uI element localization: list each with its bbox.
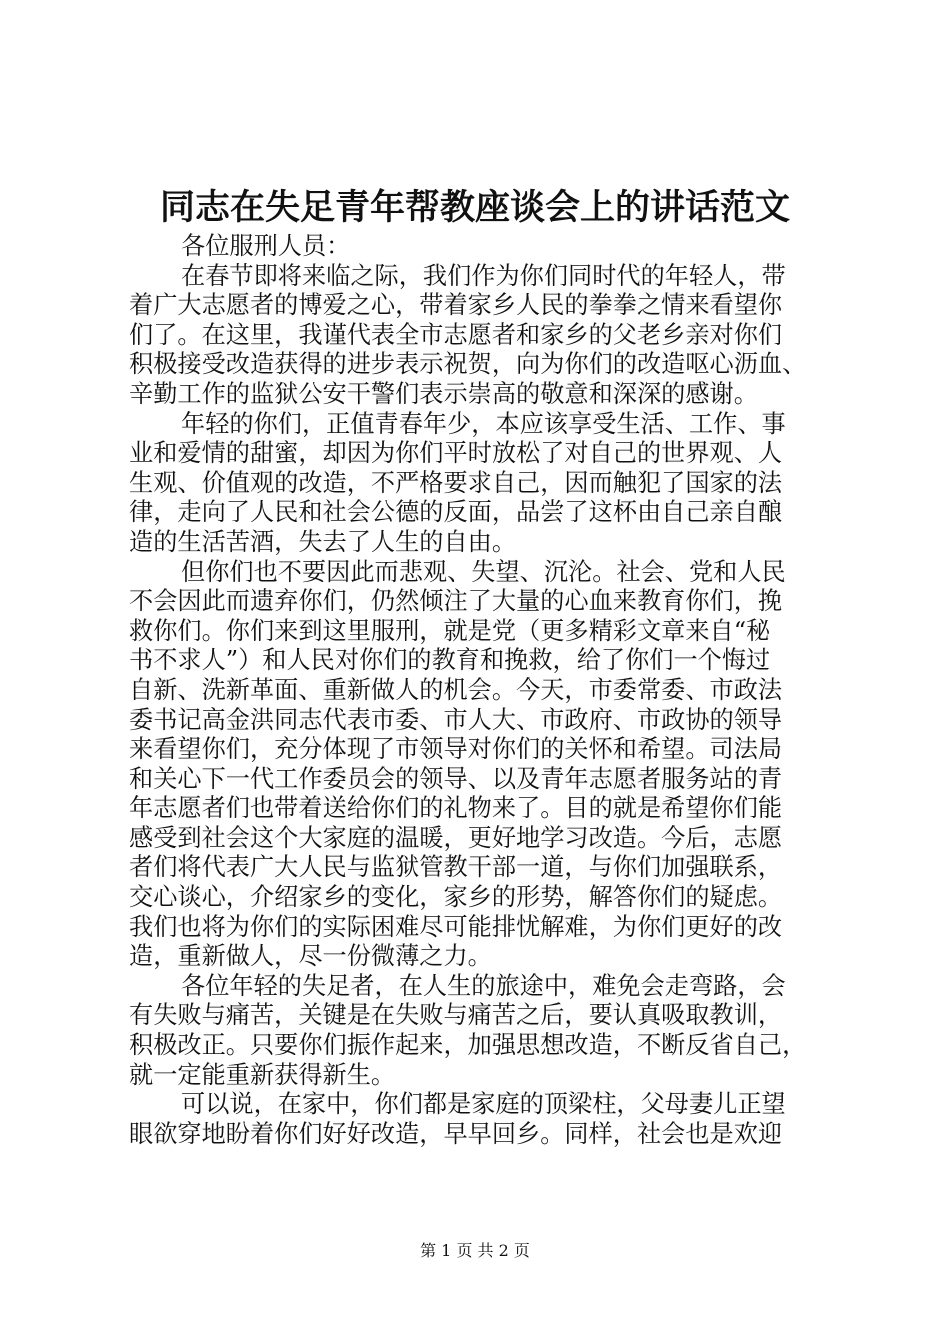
body-line: 造的生活苦酒，失去了人生的自由。	[129, 527, 517, 556]
body-line: 辛勤工作的监狱公安干警们表示崇高的敬意和深深的感谢。	[129, 379, 758, 408]
body-line: 们了。在这里，我谨代表全市志愿者和家乡的父老乡亲对你们	[129, 320, 783, 349]
body-line: 委书记高金洪同志代表市委、市人大、市政府、市政协的领导	[129, 705, 783, 734]
document-title: 同志在失足青年帮教座谈会上的讲话范文	[159, 187, 790, 228]
page-footer: 第 1 页 共 2 页	[420, 1241, 530, 1260]
body-line: 就一定能重新获得新生。	[129, 1060, 396, 1089]
body-line: 各位年轻的失足者，在人生的旅途中，难免会走弯路，会	[181, 971, 786, 1000]
body-line: 可以说，在家中，你们都是家庭的顶梁柱，父母妻儿正望	[181, 1090, 786, 1119]
body-line: 来看望你们，充分体现了市领导对你们的关怀和希望。司法局	[129, 735, 783, 764]
body-line: 书不求人”）和人民对你们的教育和挽救，给了你们一个悔过	[129, 646, 771, 675]
document-body	[129, 232, 834, 1149]
body-line: 造，重新做人，尽一份微薄之力。	[129, 942, 492, 971]
body-line: 律，走向了人民和社会公德的反面，品尝了这杯由自己亲自酿	[129, 498, 783, 527]
body-line: 但你们也不要因此而悲观、失望、沉沦。社会、党和人民	[181, 557, 786, 586]
body-line: 生观、价值观的改造，不严格要求自己，因而触犯了国家的法	[129, 468, 783, 497]
body-line: 有失败与痛苦，关键是在失败与痛苦之后，要认真吸取教训，	[129, 1001, 783, 1030]
body-line: 积极接受改造获得的进步表示祝贺，向为你们的改造呕心沥血、	[129, 350, 807, 379]
body-line: 年志愿者们也带着送给你们的礼物来了。目的就是希望你们能	[129, 794, 783, 823]
body-line: 感受到社会这个大家庭的温暖，更好地学习改造。今后，志愿	[129, 823, 783, 852]
body-line: 救你们。你们来到这里服刑，就是党（更多精彩文章来自“秘	[129, 616, 771, 645]
body-line: 在春节即将来临之际，我们作为你们同时代的年轻人，带	[181, 261, 786, 290]
body-line: 年轻的你们，正值青春年少，本应该享受生活、工作、事	[181, 409, 786, 438]
body-line: 着广大志愿者的博爱之心，带着家乡人民的拳拳之情来看望你	[129, 291, 783, 320]
body-line: 各位服刑人员：	[181, 232, 351, 260]
body-line: 者们将代表广大人民与监狱管教干部一道，与你们加强联系，	[129, 853, 783, 882]
body-line: 交心谈心，介绍家乡的变化，家乡的形势，解答你们的疑虑。	[129, 883, 783, 912]
body-line: 自新、洗新革面、重新做人的机会。今天，市委常委、市政法	[129, 675, 783, 704]
body-line: 不会因此而遗弃你们，仍然倾注了大量的心血来教育你们，挽	[129, 587, 783, 616]
body-line: 我们也将为你们的实际困难尽可能排忧解难，为你们更好的改	[129, 912, 783, 941]
body-line: 眼欲穿地盼着你们好好改造，早早回乡。同样，社会也是欢迎	[129, 1119, 783, 1148]
body-line: 业和爱情的甜蜜，却因为你们平时放松了对自己的世界观、人	[129, 439, 783, 468]
body-line: 积极改正。只要你们振作起来，加强思想改造，不断反省自己，	[129, 1031, 807, 1060]
body-line: 和关心下一代工作委员会的领导、以及青年志愿者服务站的青	[129, 764, 783, 793]
